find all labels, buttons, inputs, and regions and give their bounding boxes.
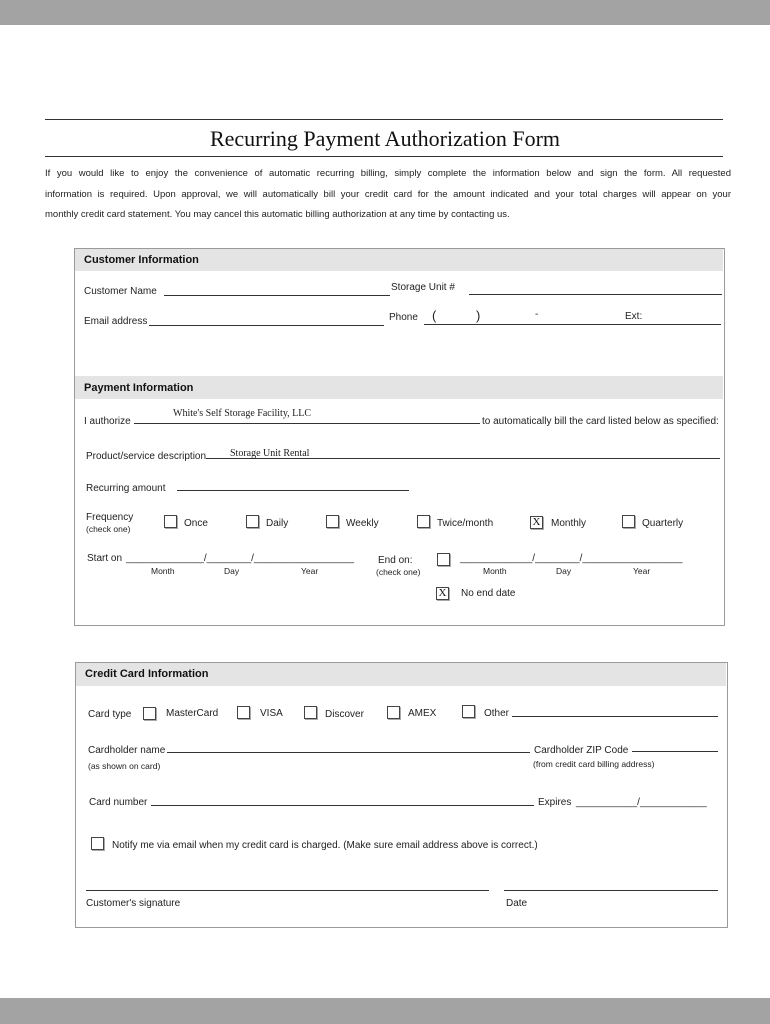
end-on-date-field[interactable]: _____________/________/__________________ — [460, 553, 683, 564]
frequency-daily-checkbox[interactable] — [246, 515, 259, 528]
end-day-label: Day — [556, 566, 572, 576]
end-year-label: Year — [633, 566, 651, 576]
cardholder-name-sublabel: (as shown on card) — [88, 761, 161, 771]
payment-section-title: Payment Information — [84, 382, 194, 394]
date-field[interactable] — [504, 890, 718, 891]
phone-label: Phone — [389, 312, 418, 323]
expires-label: Expires — [538, 797, 572, 808]
top-border-bar — [0, 0, 770, 25]
card-type-visa-label: VISA — [260, 708, 283, 719]
cardholder-zip-sublabel: (from credit card billing address) — [533, 759, 655, 769]
frequency-sublabel: (check one) — [86, 524, 131, 534]
start-on-date-field[interactable]: ______________/________/__________________ — [126, 553, 355, 564]
title-rule-bottom — [45, 156, 723, 157]
card-type-other-field[interactable] — [512, 716, 718, 717]
description-value: Storage Unit Rental — [230, 448, 310, 459]
email-field[interactable] — [149, 325, 384, 326]
notify-email-label: Notify me via email when my credit card is charged. (Make sure email address above is correct.) — [112, 840, 538, 851]
frequency-quarterly-checkbox[interactable] — [622, 515, 635, 528]
expires-field[interactable]: ___________/____________ — [576, 797, 707, 808]
card-type-other-checkbox[interactable] — [462, 705, 475, 718]
frequency-weekly-label: Weekly — [346, 518, 379, 529]
no-end-date-label: No end date — [461, 588, 516, 599]
bottom-border-bar — [0, 998, 770, 1024]
card-type-visa-checkbox[interactable] — [237, 706, 250, 719]
start-month-label: Month — [151, 566, 175, 576]
cardholder-name-label: Cardholder name — [88, 745, 166, 756]
credit-card-section — [75, 662, 728, 928]
card-type-discover-checkbox[interactable] — [304, 706, 317, 719]
card-type-other-label: Other — [484, 708, 510, 719]
phone-field[interactable] — [424, 324, 721, 325]
end-month-label: Month — [483, 566, 507, 576]
customer-section-title: Customer Information — [84, 254, 199, 266]
end-on-date-checkbox[interactable] — [437, 553, 450, 566]
frequency-once-checkbox[interactable] — [164, 515, 177, 528]
authorize-suffix: to automatically bill the card listed below as specified: — [482, 416, 719, 427]
signature-label: Customer's signature — [86, 898, 181, 909]
intro-line-2: information is required. Upon approval, we will automatically bill your credit card for the amount indicated and your total charges will appear on your — [45, 189, 731, 200]
card-type-discover-label: Discover — [325, 709, 364, 720]
card-type-mastercard-checkbox[interactable] — [143, 707, 156, 720]
page-title: Recurring Payment Authorization Form — [209, 126, 561, 151]
no-end-date-checkbox[interactable]: X — [436, 587, 449, 600]
phone-dash: - — [535, 309, 539, 320]
card-number-label: Card number — [89, 797, 148, 808]
frequency-twice-month-checkbox[interactable] — [417, 515, 430, 528]
title-rule-top — [45, 119, 723, 120]
credit-card-section-title: Credit Card Information — [85, 668, 209, 680]
email-label: Email address — [84, 316, 148, 327]
phone-open-paren: ( — [432, 308, 437, 323]
start-year-label: Year — [301, 566, 319, 576]
start-on-label: Start on — [87, 553, 123, 564]
card-type-amex-checkbox[interactable] — [387, 706, 400, 719]
frequency-monthly-label: Monthly — [551, 518, 587, 529]
ext-label: Ext: — [625, 311, 643, 322]
frequency-weekly-checkbox[interactable] — [326, 515, 339, 528]
storage-unit-field[interactable] — [469, 294, 722, 295]
authorize-value: White's Self Storage Facility, LLC — [173, 408, 312, 419]
authorize-label: I authorize — [84, 416, 131, 427]
card-type-mastercard-label: MasterCard — [166, 708, 219, 719]
start-day-label: Day — [224, 566, 240, 576]
authorize-field[interactable] — [134, 423, 480, 424]
cardholder-zip-field[interactable] — [632, 751, 718, 752]
phone-close-paren: ) — [476, 308, 481, 323]
cardholder-name-field[interactable] — [167, 752, 530, 753]
customer-name-field[interactable] — [164, 295, 390, 296]
customer-name-label: Customer Name — [84, 286, 157, 297]
card-type-label: Card type — [88, 709, 132, 720]
date-label: Date — [506, 898, 528, 909]
frequency-once-label: Once — [184, 518, 208, 529]
recurring-amount-field[interactable] — [177, 490, 409, 491]
signature-field[interactable] — [86, 890, 489, 891]
frequency-quarterly-label: Quarterly — [642, 518, 684, 529]
card-type-amex-label: AMEX — [408, 708, 437, 719]
notify-email-checkbox[interactable] — [91, 837, 104, 850]
intro-line-1: If you would like to enjoy the convenience of automatic recurring billing, simply complete the information below and sign the form. All requested — [45, 168, 731, 179]
frequency-monthly-checkbox[interactable]: X — [530, 516, 543, 529]
frequency-label: Frequency — [86, 512, 134, 523]
end-on-sublabel: (check one) — [376, 567, 421, 577]
intro-line-3: monthly credit card statement. You may cancel this automatic billing authorization at any time by contacting us. — [45, 209, 510, 220]
end-on-label: End on: — [378, 555, 413, 566]
cardholder-zip-label: Cardholder ZIP Code — [534, 745, 629, 756]
frequency-daily-label: Daily — [266, 518, 289, 529]
storage-unit-label: Storage Unit # — [391, 282, 455, 293]
frequency-twice-month-label: Twice/month — [437, 518, 494, 529]
description-label: Product/service description — [86, 451, 207, 462]
card-number-field[interactable] — [151, 805, 534, 806]
recurring-amount-label: Recurring amount — [86, 483, 166, 494]
